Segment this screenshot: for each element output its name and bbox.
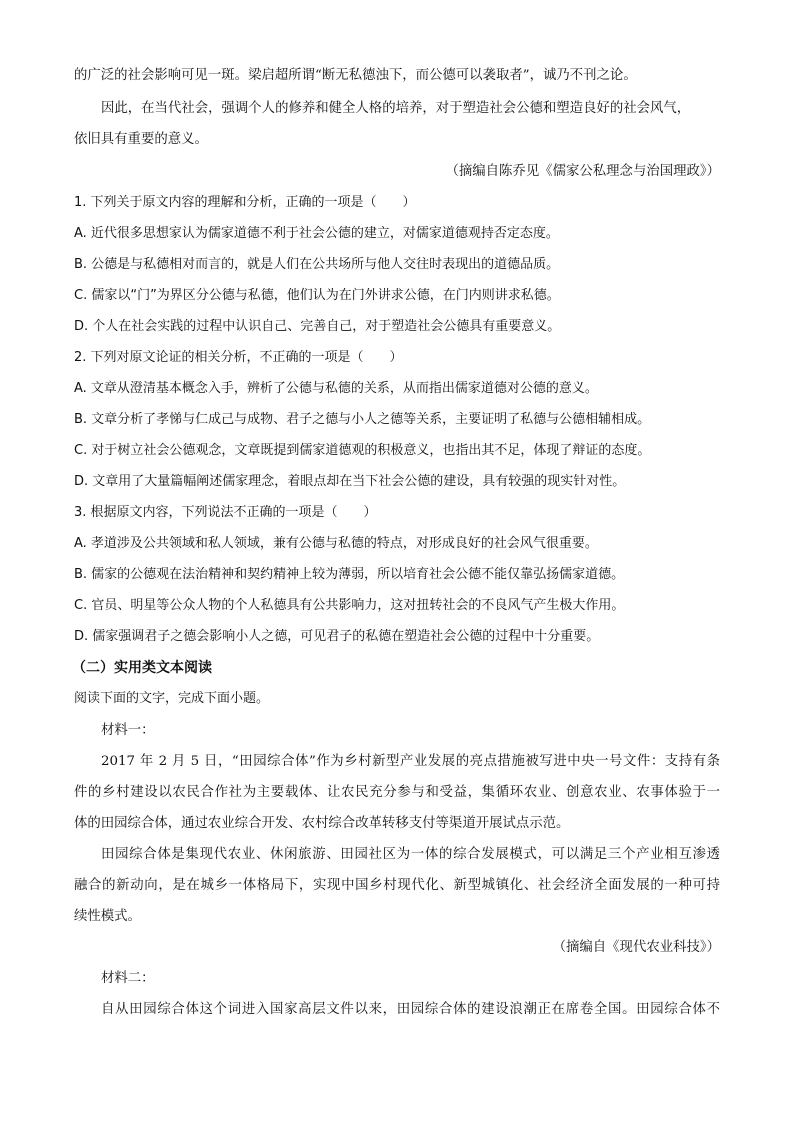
question-3-stem: 3. 根据原文内容，下列说法不正确的一项是（ ） — [74, 505, 377, 520]
section-instruction: 阅读下面的文字，完成下面小题。 — [74, 691, 270, 706]
question-2-stem: 2. 下列对原文论证的相关分析，不正确的一项是（ ） — [74, 350, 403, 365]
question-1-option-b: B. 公德是与私德相对而言的，就是人们在公共场所与他人交往时表现出的道德品质。 — [74, 257, 560, 272]
paragraph-line: 2017 年 2 月 5 日，“田园综合体”作为乡村新型产业发展的亮点措施被写进中央一号文件：支持有条 — [101, 754, 720, 769]
source-citation: （摘编自《现代农业科技》） — [552, 940, 720, 955]
question-3-option-a: A. 孝道涉及公共领域和私人领域，兼有公德与私德的特点，对形成良好的社会风气很重要。 — [74, 536, 598, 551]
paragraph-line: 因此，在当代社会，强调个人的修养和健全人格的培养，对于塑造社会公德和塑造良好的社会风气， — [101, 101, 691, 116]
question-3-option-c: C. 官员、明星等公众人物的个人私德具有公共影响力，这对扭转社会的不良风气产生极大作用。 — [74, 598, 625, 613]
paragraph-line: 自从田园综合体这个词进入国家高层文件以来，田园综合体的建设浪潮正在席卷全国。田园综合体不 — [101, 1002, 720, 1017]
material-label: 材料二： — [101, 971, 155, 986]
section-heading: （二）实用类文本阅读 — [72, 660, 212, 676]
question-3-option-b: B. 儒家的公德观在法治精神和契约精神上较为薄弱，所以培育社会公德不能仅靠弘扬儒家道德。 — [74, 567, 625, 582]
question-2-option-c: C. 对于树立社会公德观念，文章既提到儒家道德观的积极意义，也指出其不足，体现了辩证的态度。 — [74, 443, 651, 458]
question-1-option-d: D. 个人在社会实践的过程中认识自己、完善自己，对于塑造社会公德具有重要意义。 — [74, 319, 561, 334]
material-label: 材料一： — [101, 723, 155, 738]
paragraph-line: 件的乡村建设以农民合作社为主要载体、让农民充分参与和受益，集循环农业、创意农业、农事体验于一 — [74, 785, 720, 800]
question-1-option-c: C. 儒家以“门”为界区分公德与私德，他们认为在门外讲求公德，在门内则讲求私德。 — [74, 288, 560, 303]
paragraph-line: 的广泛的社会影响可见一斑。梁启超所谓“断无私德浊下，而公德可以袭取者”，诚乃不刊之论。 — [74, 68, 637, 83]
question-2-option-a: A. 文章从澄清基本概念入手，辨析了公德与私德的关系，从而指出儒家道德对公德的意义。 — [74, 381, 598, 396]
paragraph-line: 体的田园综合体，通过农业综合开发、农村综合改革转移支付等渠道开展试点示范。 — [74, 816, 570, 831]
paragraph-line: 融合的新动向，是在城乡一体格局下，实现中国乡村现代化、新型城镇化、社会经济全面发展的一种可持 — [74, 878, 720, 893]
question-2-option-b: B. 文章分析了孝悌与仁成己与成物、君子之德与小人之德等关系，主要证明了私德与公德相辅相成。 — [74, 412, 651, 427]
paragraph-line: 续性模式。 — [74, 909, 141, 924]
question-3-option-d: D. 儒家强调君子之德会影响小人之德，可见君子的私德在塑造社会公德的过程中十分重要。 — [74, 629, 600, 644]
paragraph-line: 依旧具有重要的意义。 — [74, 132, 208, 147]
question-1-stem: 1. 下列关于原文内容的理解和分析，正确的一项是（ ） — [74, 195, 416, 210]
paragraph-line: 田园综合体是集现代农业、休闲旅游、田园社区为一体的综合发展模式，可以满足三个产业相互渗透 — [101, 847, 720, 862]
source-citation: （摘编自陈乔见《儒家公私理念与治国理政》） — [445, 164, 720, 179]
question-2-option-d: D. 文章用了大量篇幅阐述儒家理念，着眼点却在当下社会公德的建设，具有较强的现实针对性。 — [74, 474, 626, 489]
question-1-option-a: A. 近代很多思想家认为儒家道德不利于社会公德的建立，对儒家道德观持否定态度。 — [74, 226, 559, 241]
